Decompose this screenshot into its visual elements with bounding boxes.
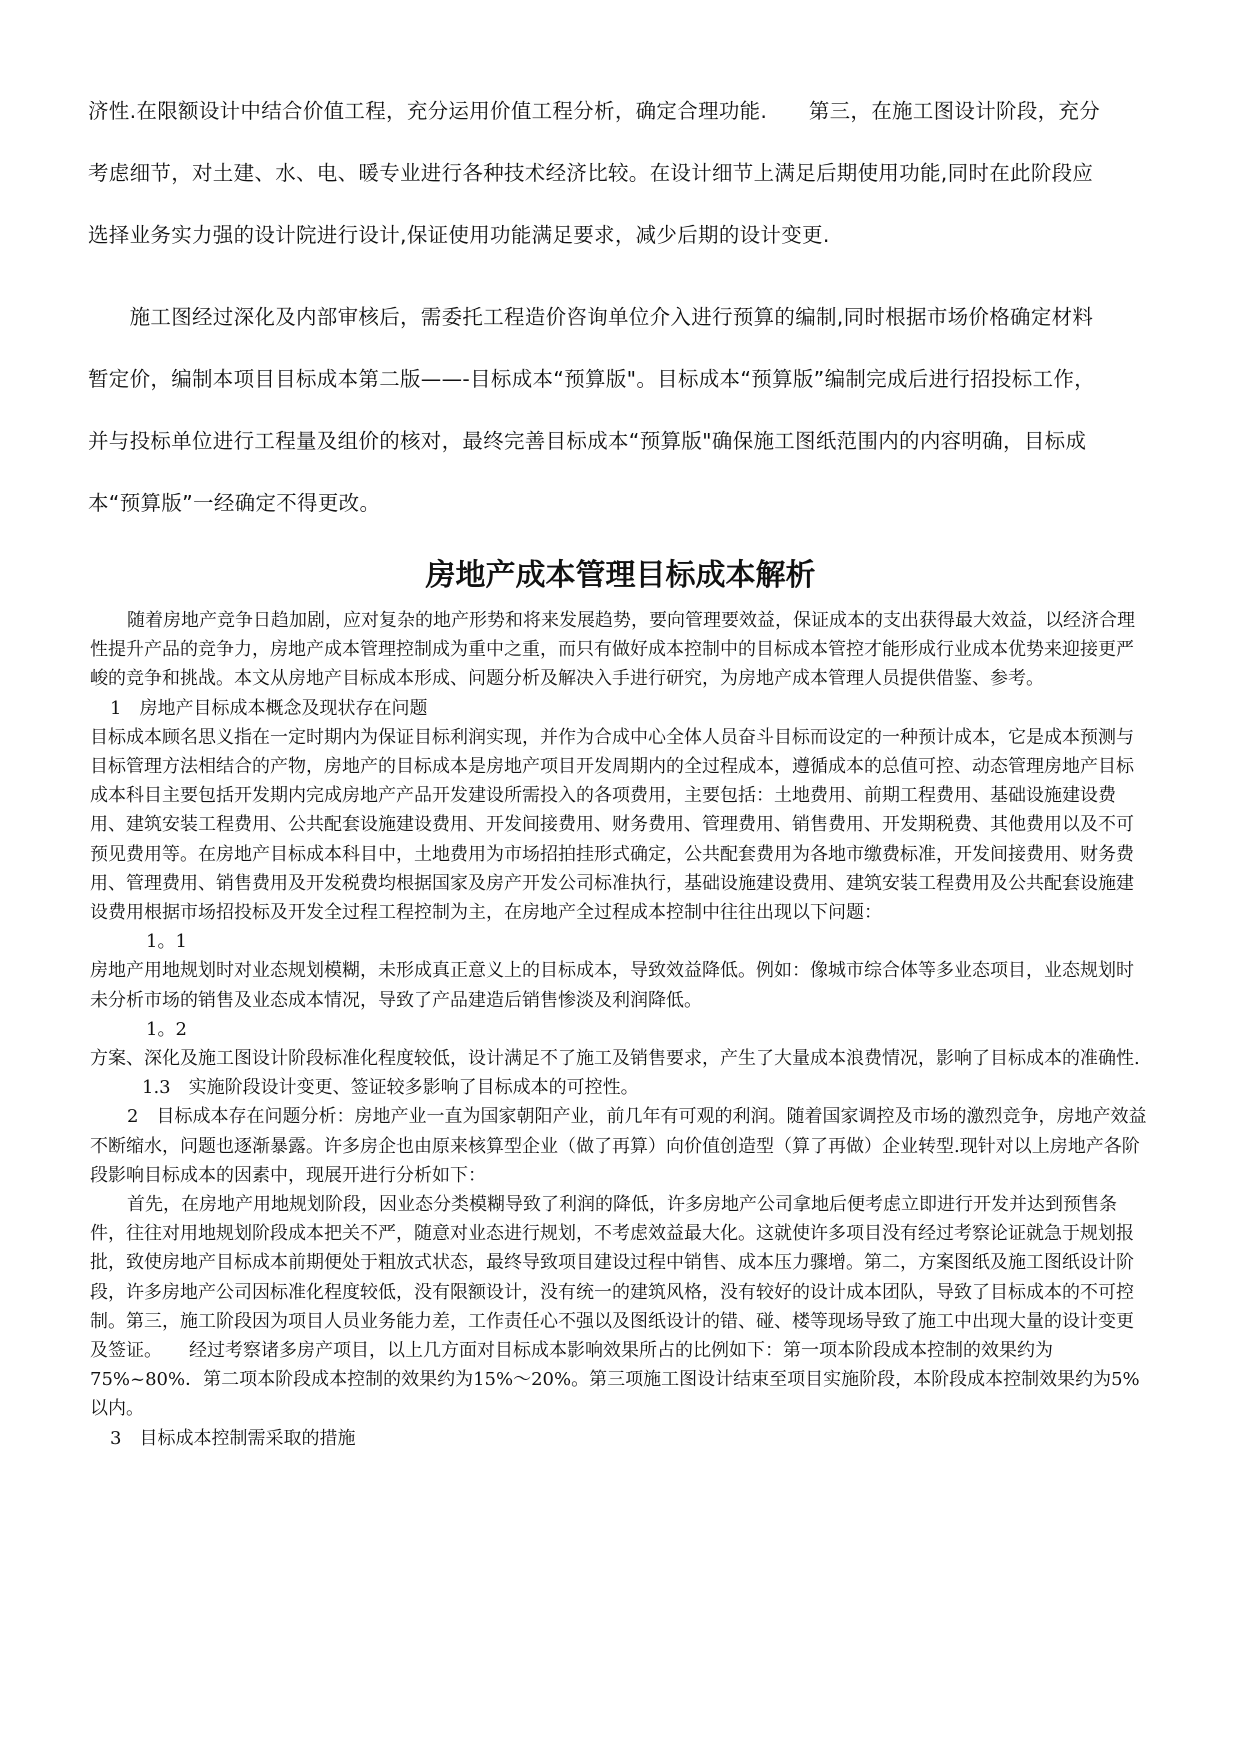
section-2-paragraph-2: 首先，在房地产用地规划阶段，因业态分类模糊导致了利润的降低，许多房地产公司拿地后便考虑立即进行开发并达到预售条件，往往对用地规划阶段成本把关不严，随意对业态进行规划，不考虑效益最大化。这就使许多项目没有经过考察论证就急于规划报批，致使房地产目标成本前期便处于粗放式状态，最终导致项目建设过程中销售、成本压力骤增。第二，方案图纸及施工图纸设计阶段，许多房地产公司因标准化程度较低，没有限额设计，没有统一的建筑风格，没有较好的设计成本团队，导致了目标成本的不可控制。第三，施工阶段因为项目人员业务能力差，工作责任心不强以及图纸设计的错、碰、楼等现场导致了施工中出现大量的设计变更及签证。 经过考察诸多房产项目，以上几方面对目标成本影响效果所占的比例如下：第一项本阶段成本控制的效果约为75%~80%．第二项本阶段成本控制的效果约为15%～20%。第三项施工图设计结束至项目实施阶段，本阶段成本控制效果约为5%以内。 — [90, 1194, 1140, 1420]
text-line: 本“预算版”一经确定不得更改。 — [88, 491, 381, 515]
continued-section — [88, 96, 1148, 550]
section-1-1-label: 1。1 — [146, 931, 187, 953]
section-1-1-paragraph: 房地产用地规划时对业态规划模糊，未形成真正意义上的目标成本，导致效益降低。例如：像城市综合体等多业态项目，业态规划时未分析市场的销售及业态成本情况，导致了产品建造后销售惨淡及利润降低。 — [90, 960, 1134, 1011]
section-1-paragraph: 目标成本顾名思义指在一定时期内为保证目标利润实现，并作为合成中心全体人员奋斗目标而设定的一种预计成本，它是成本预测与目标管理方法相结合的产物，房地产的目标成本是房地产项目开发周期内的全过程成本，遵循成本的总值可控、动态管理房地产目标成本科目主要包括开发期内完成房地产产品开发建设所需投入的各项费用，主要包括：土地费用、前期工程费用、基础设施建设费用、建筑安装工程费用、公共配套设施建设费用、开发间接费用、财务费用、管理费用、销售费用、开发期税费、其他费用以及不可预见费用等。在房地产目标成本科目中，土地费用为市场招拍挂形式确定，公共配套费用为各地市缴费标准，开发间接费用、财务费用、管理费用、销售费用及开发税费均根据国家及房产开发公司标准执行，基础设施建设费用、建筑安装工程费用及公共配套设施建设费用根据市场招投标及开发全过程工程控制为主，在房地产全过程成本控制中往往出现以下问题： — [90, 726, 1134, 924]
text-line: 济性.在限额设计中结合价值工程，充分运用价值工程分析，确定合理功能. 第三，在施工图设计阶段，充分 — [88, 99, 1101, 123]
section-1-2-paragraph: 方案、深化及施工图设计阶段标准化程度较低，设计满足不了施工及销售要求，产生了大量成本浪费情况，影响了目标成本的准确性. — [90, 1048, 1140, 1070]
section-3-heading: 3 目标成本控制需采取的措施 — [110, 1427, 356, 1449]
text-line: 选择业务实力强的设计院进行设计,保证使用功能满足要求，减少后期的设计变更. — [88, 223, 830, 247]
article-title: 房地产成本管理目标成本解析 — [425, 558, 816, 593]
text-line: 暂定价，编制本项目目标成本第二版——-目标成本“预算版"。目标成本“预算版”编制完成后进行招投标工作， — [88, 367, 1095, 391]
article-body — [90, 606, 1150, 1453]
section-1-2-label: 1。2 — [146, 1018, 187, 1040]
section-1-heading: 1 房地产目标成本概念及现状存在问题 — [110, 697, 428, 719]
text-line: 考虑细节，对土建、水、电、暖专业进行各种技术经济比较。在设计细节上满足后期使用功能,同时在此阶段应 — [88, 161, 1094, 185]
section-1-3-paragraph: 1.3 实施阶段设计变更、签证较多影响了目标成本的可控性。 — [142, 1077, 639, 1099]
text-line: 并与投标单位进行工程量及组价的核对，最终完善目标成本“预算版"确保施工图纸范围内的内容明确，目标成 — [88, 429, 1087, 453]
section-2-paragraph: 2 目标成本存在问题分析：房地产业一直为国家朝阳产业，前几年有可观的利润。随着国家调控及市场的激烈竞争，房地产效益不断缩水，问题也逐渐暴露。许多房企也由原来核算型企业（做了再算）向价值创造型（算了再做）企业转型.现针对以上房地产各阶段影响目标成本的因素中，现展开进行分析如下： — [90, 1106, 1147, 1186]
intro-paragraph: 随着房地产竞争日趋加剧，应对复杂的地产形势和将来发展趋势，要向管理要效益，保证成本的支出获得最大效益，以经济合理性提升产品的竞争力，房地产成本管理控制成为重中之重，而只有做好成本控制中的目标成本管控才能形成行业成本优势来迎接更严峻的竞争和挑战。本文从房地产目标成本形成、问题分析及解决入手进行研究，为房地产成本管理人员提供借鉴、参考。 — [90, 610, 1135, 690]
text-line: 施工图经过深化及内部审核后，需委托工程造价咨询单位介入进行预算的编制,同时根据市场价格确定材料 — [88, 305, 1094, 329]
